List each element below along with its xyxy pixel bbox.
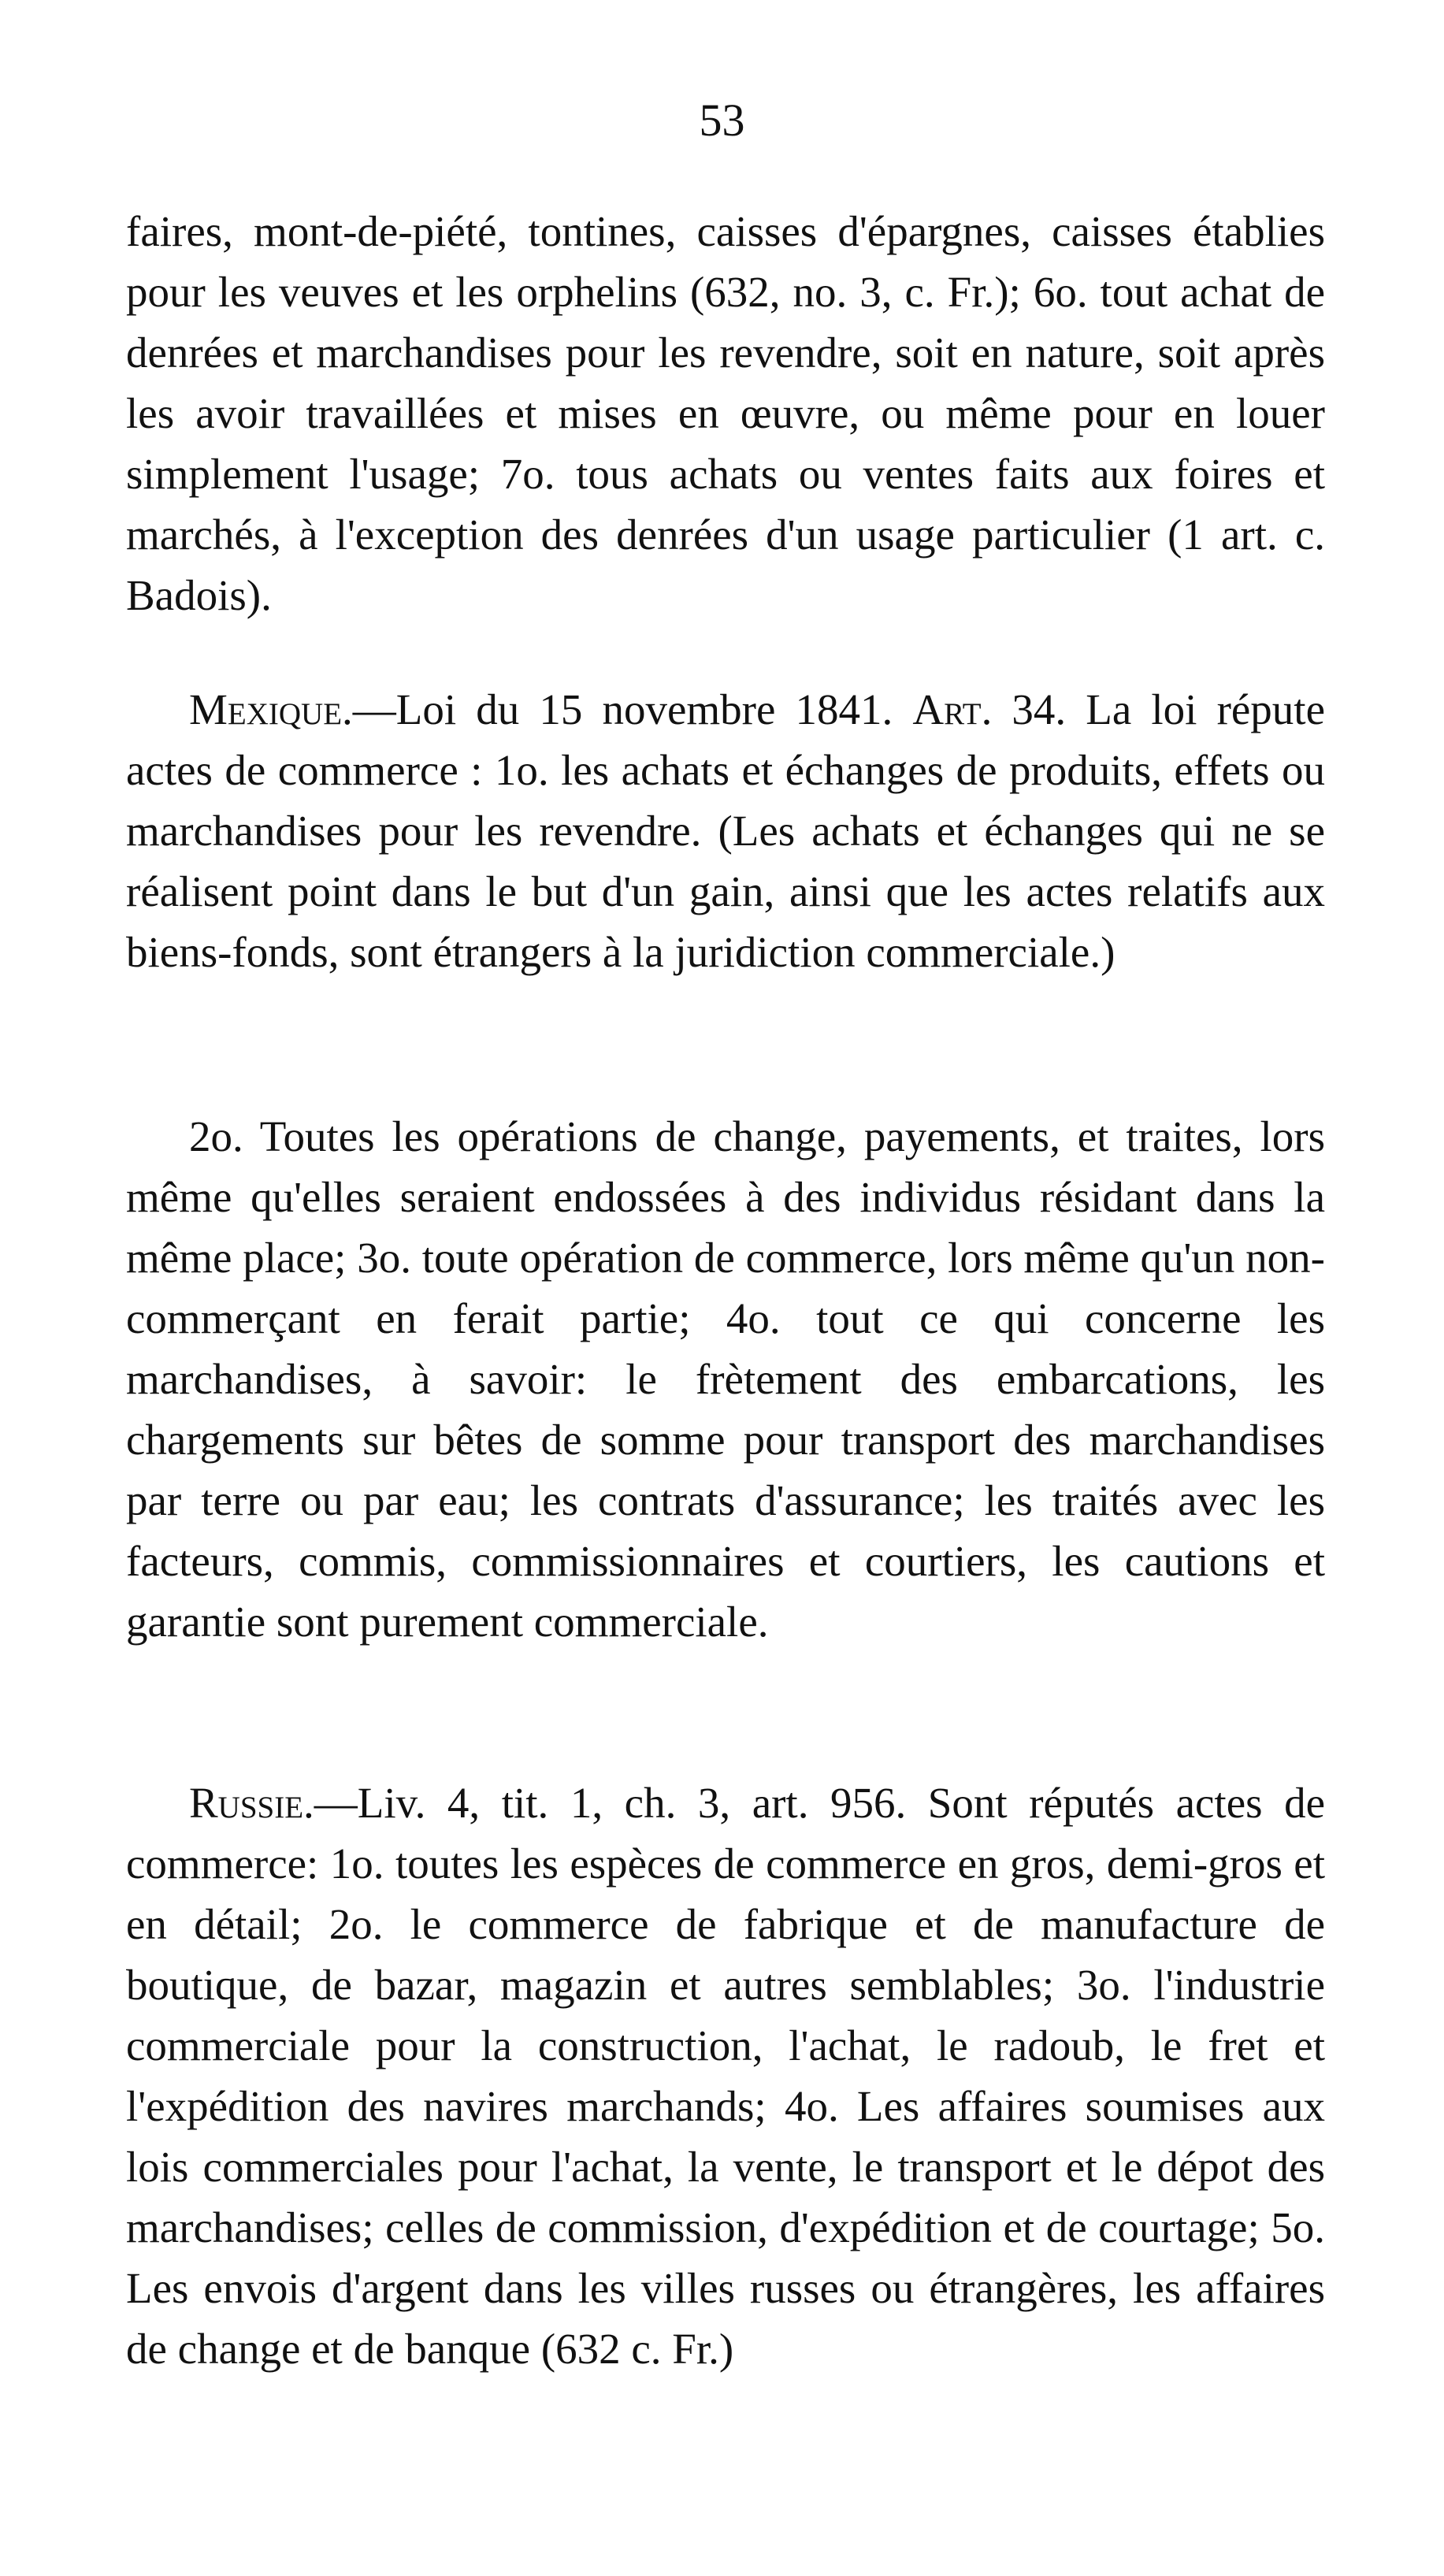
article-label: Art. [912, 685, 993, 733]
country-heading-russie: Russie. [189, 1779, 314, 1827]
paragraph-continuation [126, 201, 1325, 625]
paragraph-text: —Liv. 4, tit. 1, ch. 3, art. 956. Sont réputés actes de commerce: 1o. toutes les espèces de commerce en gros, demi-gros et en détail; 2o. le commerce de fabrique et de manufacture de boutique, de bazar, magazin et autres semblables; 3o. l'industrie commerciale pour la construction, l'achat, le radoub, le fret et l'expédition des navires marchands; 4o. Les affaires soumises aux lois commerciales pour l'achat, la vente, le transport et le dépot des marchandises; celles de commission, d'expédition et de courtage; 5o. Les envois d'argent dans les villes russes ou étrangères, les affaires de change et de banque (632 c. Fr.) [126, 1779, 1325, 2373]
country-heading-mexique: Mexique. [189, 685, 353, 733]
law-reference: —Loi du 15 novembre 1841. [352, 685, 913, 733]
paragraph-text: 34. La loi répute actes de commerce : 1o. les achats et échanges de produits, effets ou marchandises pour les revendre. (Les achats et échanges qui ne se réalisent point dans le but d'un gain, ainsi que les actes relatifs aux biens-fonds, sont étrangers à la juridiction commerciale.) [126, 685, 1325, 976]
paragraph-mexique [126, 679, 1325, 982]
paragraph-text: faires, mont-de-piété, tontines, caisses d'épargnes, caisses établies pour les veuves et les orphelins (632, no. 3, c. Fr.); 6o. tout achat de denrées et marchandises pour les revendre, soit en nature, soit après les avoir travaillées et mises en œuvre, ou même pour en louer simplement l'usage; 7o. tous achats ou ventes faits aux foires et marchés, à l'exception des denrées d'un usage particulier (1 art. c. Badois). [126, 207, 1325, 619]
paragraph-russie [126, 1772, 1325, 2379]
page-number: 53 [699, 95, 745, 146]
paragraph-operations [126, 1106, 1325, 1652]
paragraph-text: 2o. Toutes les opérations de change, payements, et traites, lors même qu'elles seraient endossées à des individus résidant dans la même place; 3o. toute opération de commerce, lors même qu'un non-commerçant en ferait partie; 4o. tout ce qui concerne les marchandises, à savoir: le frètement des embarcations, les chargements sur bêtes de somme pour transport des marchandises par terre ou par eau; les contrats d'assurance; les traités avec les facteurs, commis, commissionnaires et courtiers, les cautions et garantie sont purement commerciale. [126, 1112, 1325, 1646]
